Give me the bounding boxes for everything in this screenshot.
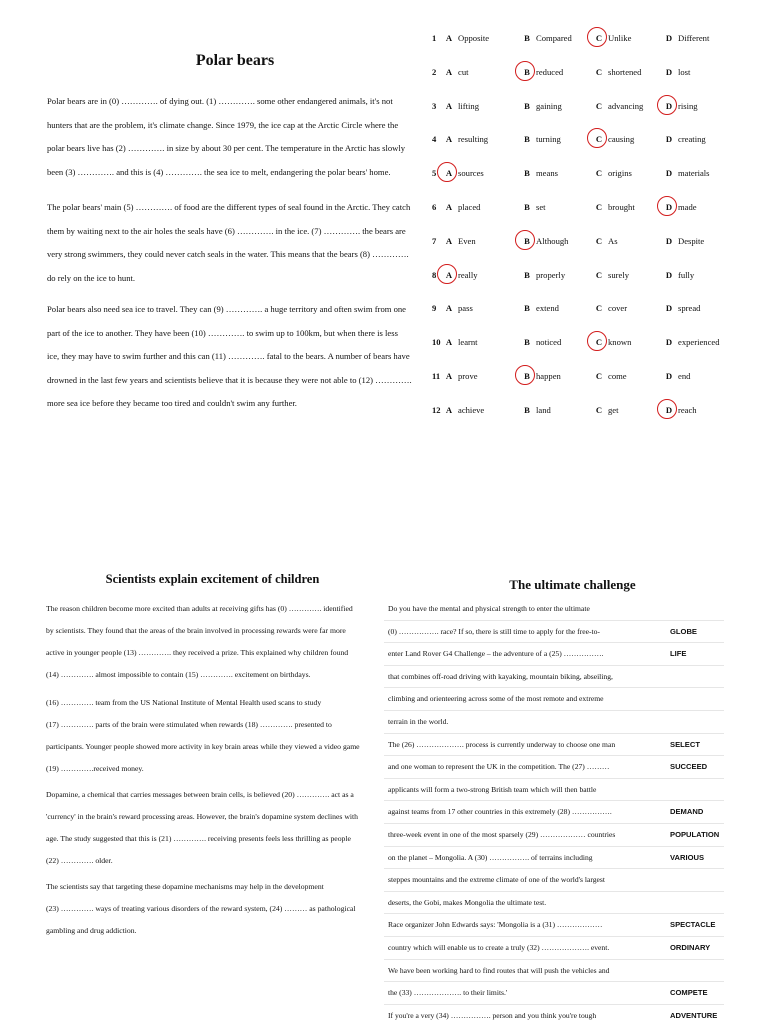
option-word: brought — [608, 202, 635, 212]
option-letter: D — [665, 269, 673, 280]
option-d[interactable] — [662, 101, 698, 111]
polar-paragraph-2 — [47, 196, 422, 290]
word-formation-table — [384, 598, 724, 1026]
option-c[interactable] — [592, 236, 618, 246]
option-word: Despite — [678, 235, 705, 246]
option-b[interactable] — [520, 405, 551, 415]
option-letter: A — [445, 66, 453, 77]
option-letter: C — [595, 202, 603, 212]
answer-circle-icon — [657, 95, 677, 115]
answer-circle-icon — [515, 230, 535, 250]
option-letter: D — [665, 134, 673, 145]
option-b[interactable] — [520, 371, 561, 381]
answer-circle-icon — [657, 399, 677, 419]
text-line: polar bears live has (2) …………. in size by about 30 per cent. The temperature in the Arctic has slowly — [47, 143, 406, 153]
option-d[interactable] — [662, 236, 704, 246]
option-word: advancing — [608, 100, 644, 111]
row-text: that combines off-road driving with kayaking, mountain biking, abseiling, — [388, 671, 613, 681]
polar-paragraph-1 — [47, 90, 422, 184]
table-row — [384, 936, 724, 959]
option-word: means — [536, 168, 558, 179]
option-b[interactable] — [520, 33, 572, 43]
answer-circle-icon — [437, 162, 457, 182]
option-letter: B — [520, 67, 534, 77]
row-text: deserts, the Gobi, makes Mongolia the ultimate test. — [388, 897, 547, 907]
option-d[interactable] — [662, 202, 697, 212]
option-letter: C — [595, 404, 603, 415]
option-word: properly — [536, 269, 566, 280]
option-a[interactable] — [442, 337, 478, 347]
key-word: GLOBE — [670, 626, 698, 636]
option-letter: B — [524, 134, 530, 145]
option-c[interactable] — [592, 67, 641, 77]
option-word: creating — [678, 134, 706, 145]
answer-circle-icon — [515, 61, 535, 81]
option-letter: C — [592, 134, 606, 144]
mcq-row — [432, 270, 762, 294]
text-line: drowned in the last few years and scientists believe that it is because they were not able to (12) …………. — [47, 374, 412, 385]
question-number: 1 — [432, 33, 437, 43]
option-word: lifting — [458, 100, 480, 111]
option-word: happen — [536, 371, 561, 381]
key-word: SPECTACLE — [670, 920, 716, 930]
option-word: spread — [678, 303, 701, 314]
text-line: (17) …………. parts of the brain were stimulated when rewards (18) …………. presented to — [46, 720, 332, 729]
option-letter: A — [445, 404, 453, 415]
text-line: (23) …………. ways of treating various disorders of the reward system, (24) ……… as pathological — [46, 904, 356, 913]
option-letter: B — [520, 371, 534, 381]
option-word: materials — [678, 168, 710, 179]
option-word: gaining — [536, 100, 562, 111]
table-row — [384, 710, 724, 733]
text-line: active in younger people (13) …………. they received a prize. This explained why children found — [46, 648, 349, 657]
text-line: Dopamine, a chemical that carries messages between brain cells, is believed (20) …………. act as a — [46, 790, 354, 799]
text-line: been (3) …………. and this is (4) …………. the sea ice to melt, endangering the polar bears' home. — [47, 166, 391, 177]
option-word: made — [678, 202, 697, 212]
option-letter: A — [445, 303, 453, 314]
option-d[interactable] — [662, 337, 720, 347]
option-a[interactable] — [442, 168, 484, 178]
option-b[interactable] — [520, 236, 568, 246]
option-b[interactable] — [520, 202, 546, 212]
option-a[interactable] — [442, 33, 489, 43]
row-text: climbing and orienteering across some of the most remote and extreme — [388, 694, 604, 704]
option-word: As — [608, 235, 618, 246]
text-line: age. The study suggested that this is (21) …………. receiving presents feels less thrilling as people — [46, 834, 351, 843]
option-d[interactable] — [662, 33, 709, 43]
row-text: (0) ……………. race? If so, there is still time to apply for the free-to- — [388, 626, 600, 636]
row-text: the (33) ………………. to their limits.' — [388, 988, 508, 998]
option-word: noticed — [536, 337, 562, 348]
table-row — [384, 755, 724, 778]
row-text: applicants will form a two-strong British team which will then battle — [388, 784, 597, 794]
option-letter: C — [595, 168, 603, 179]
option-word: turning — [536, 134, 561, 145]
question-number: 6 — [432, 202, 437, 212]
text-line: very strong swimmers, they could never catch seals in the water. This means that the bears (8) …………. — [47, 249, 409, 259]
option-letter: D — [665, 337, 673, 348]
mcq-row — [432, 303, 762, 327]
option-c[interactable] — [592, 303, 627, 313]
text-line: The reason children become more excited than adults at receiving gifts has (0) …………. identified — [46, 604, 353, 613]
option-word: prove — [458, 371, 478, 381]
option-letter: D — [665, 303, 673, 314]
table-row — [384, 823, 724, 846]
option-letter: D — [662, 202, 676, 212]
question-number: 8 — [432, 269, 437, 280]
option-word: Even — [458, 235, 476, 246]
option-letter: A — [442, 168, 456, 178]
option-word: fully — [678, 269, 695, 280]
option-word: Although — [536, 235, 569, 246]
mcq-row — [432, 33, 762, 57]
scientists-article — [46, 598, 376, 942]
option-letter: A — [445, 134, 453, 145]
option-word: placed — [458, 202, 481, 212]
option-c[interactable] — [592, 134, 634, 144]
key-word: VARIOUS — [670, 852, 705, 862]
option-word: end — [678, 371, 691, 381]
table-row — [384, 913, 724, 936]
option-letter: A — [445, 202, 453, 212]
option-word: reduced — [536, 66, 564, 77]
mcq-row — [432, 67, 762, 91]
option-b[interactable] — [520, 337, 561, 347]
row-text: three-week event in one of the most sparsely (29) ……………… countries — [388, 829, 616, 839]
option-letter: A — [445, 33, 453, 43]
option-letter: A — [445, 235, 453, 246]
key-word: DEMAND — [670, 807, 704, 817]
row-text: The (26) ………………. process is currently underway to choose one man — [388, 739, 616, 749]
answer-circle-icon — [437, 264, 457, 284]
mcq-row — [432, 236, 762, 260]
table-row — [384, 778, 724, 801]
text-line: do rely on the ice to hunt. — [47, 272, 136, 283]
option-d[interactable] — [662, 405, 697, 415]
row-text: and one woman to represent the UK in the competition. The (27) ……… — [388, 762, 610, 772]
option-letter: C — [595, 303, 603, 314]
option-b[interactable] — [520, 134, 561, 144]
option-b[interactable] — [520, 101, 562, 111]
option-word: really — [458, 269, 478, 280]
option-letter: B — [524, 168, 530, 179]
option-a[interactable] — [442, 371, 478, 381]
option-c[interactable] — [592, 101, 643, 111]
challenge-title: The ultimate challenge — [509, 577, 636, 592]
option-word: pass — [458, 303, 473, 314]
option-letter: A — [442, 270, 456, 280]
option-a[interactable] — [442, 67, 469, 77]
option-letter: C — [595, 100, 603, 111]
table-row — [384, 733, 724, 756]
option-letter: D — [665, 371, 673, 381]
option-c[interactable] — [592, 270, 629, 280]
option-word: achieve — [458, 404, 485, 415]
option-letter: D — [665, 235, 673, 246]
key-word: POPULATION — [670, 829, 720, 839]
option-c[interactable] — [592, 168, 632, 178]
option-c[interactable] — [592, 33, 631, 43]
option-letter: D — [665, 168, 673, 179]
text-line: (22) …………. older. — [46, 856, 113, 865]
option-letter: C — [595, 66, 603, 77]
table-row — [384, 687, 724, 710]
option-word: come — [608, 371, 627, 381]
key-word: SELECT — [670, 739, 700, 749]
option-word: Unlike — [608, 33, 632, 43]
question-number: 11 — [432, 371, 441, 381]
question-number: 10 — [432, 337, 441, 348]
option-letter: B — [520, 236, 534, 246]
option-word: Different — [678, 33, 710, 43]
option-word: reach — [678, 404, 697, 415]
option-d[interactable] — [662, 303, 700, 313]
option-word: get — [608, 404, 619, 415]
option-c[interactable] — [592, 337, 631, 347]
option-d[interactable] — [662, 67, 690, 77]
option-letter: B — [524, 100, 530, 111]
option-letter: D — [665, 66, 673, 77]
mcq-row — [432, 202, 762, 226]
text-line: more sea ice before they became too tired and couldn't swim any further. — [47, 398, 297, 408]
option-d[interactable] — [662, 168, 710, 178]
answer-circle-icon — [515, 365, 535, 385]
question-number: 4 — [432, 134, 437, 145]
option-word: rising — [678, 100, 698, 111]
question-number: 12 — [432, 404, 441, 415]
row-text: on the planet – Mongolia. A (30) ……………. of terrains including — [388, 852, 593, 862]
row-text: terrain in the world. — [388, 716, 449, 726]
option-letter: C — [595, 371, 603, 381]
text-line: hunters that are the problem, it's climate change. Since 1979, the ice cap at the Arctic Circle where the — [47, 119, 399, 130]
question-number: 9 — [432, 303, 437, 314]
row-text: Race organizer John Edwards says: 'Mongolia is a (31) ……………… — [388, 920, 603, 930]
option-letter: A — [445, 337, 453, 348]
multiple-choice-answers — [432, 33, 762, 433]
option-a[interactable] — [442, 270, 478, 280]
key-word: ADVENTURE — [670, 1010, 718, 1020]
option-letter: D — [665, 33, 673, 43]
text-line: by scientists. They found that the areas of the brain involved in processing rewards were far more — [46, 626, 346, 635]
table-row — [384, 959, 724, 982]
table-row — [384, 891, 724, 914]
option-word: cut — [458, 66, 469, 77]
option-d[interactable] — [662, 371, 690, 381]
table-row — [384, 665, 724, 688]
option-a[interactable] — [442, 236, 476, 246]
key-word: SUCCEED — [670, 762, 708, 772]
option-a[interactable] — [442, 101, 479, 111]
text-line: (14) …………. almost impossible to contain (15) …………. excitement on birthdays. — [46, 670, 311, 679]
row-text: against teams from 17 other countries in this extremely (28) ……………. — [388, 807, 612, 817]
option-b[interactable] — [520, 303, 559, 313]
row-text: enter Land Rover G4 Challenge – the adventure of a (25) ……………. — [388, 649, 604, 659]
option-word: surely — [608, 269, 630, 280]
option-word: learnt — [458, 337, 478, 348]
text-line: The polar bears' main (5) …………. of food are the different types of seal found in the Arctic. They catch — [47, 202, 411, 212]
row-text: We have been working hard to find routes that will push the vehicles and — [388, 965, 610, 975]
option-word: Opposite — [458, 33, 490, 43]
option-letter: B — [524, 337, 530, 348]
text-line: part of the ice to another. They have been (10) …………. to swim up to 100km, but when there is less — [47, 327, 398, 338]
table-row — [384, 598, 724, 620]
option-letter: B — [524, 33, 530, 43]
option-word: resulting — [458, 134, 489, 145]
option-d[interactable] — [662, 270, 694, 280]
answer-circle-icon — [587, 27, 607, 47]
option-word: experienced — [678, 337, 720, 348]
table-row — [384, 868, 724, 891]
option-word: causing — [608, 134, 635, 145]
key-word: ORDINARY — [670, 942, 711, 952]
option-word: known — [608, 337, 632, 348]
polar-paragraph-3 — [47, 298, 422, 416]
mcq-row — [432, 168, 762, 192]
mcq-row — [432, 134, 762, 158]
option-word: sources — [458, 168, 484, 179]
key-word: LIFE — [670, 649, 687, 659]
mcq-row — [432, 101, 762, 125]
question-number: 3 — [432, 100, 437, 111]
option-word: shortened — [608, 66, 642, 77]
question-number: 7 — [432, 235, 437, 246]
mcq-row — [432, 371, 762, 395]
option-letter: B — [524, 404, 530, 415]
option-word: cover — [608, 303, 628, 314]
option-word: extend — [536, 303, 559, 314]
option-letter: C — [595, 269, 603, 280]
row-text: If you're a very (34) ……………. person and you think you're tough — [388, 1010, 597, 1020]
option-word: set — [536, 202, 546, 212]
question-number: 5 — [432, 168, 437, 179]
option-letter: A — [445, 371, 453, 381]
option-a[interactable] — [442, 202, 480, 212]
option-letter: B — [524, 269, 530, 280]
text-line: The scientists say that targeting these dopamine mechanisms may help in the development — [46, 882, 324, 891]
option-a[interactable] — [442, 134, 488, 144]
mcq-row — [432, 405, 762, 429]
text-line: ice, they may have to swim further and this can (11) …………. fatal to the bears. A number of bears have — [47, 351, 410, 361]
option-word: origins — [608, 168, 632, 179]
option-c[interactable] — [592, 371, 627, 381]
key-word: COMPETE — [670, 988, 708, 998]
table-row — [384, 642, 724, 665]
table-row — [384, 846, 724, 869]
option-letter: B — [524, 303, 530, 314]
option-d[interactable] — [662, 134, 706, 144]
option-letter: C — [592, 33, 606, 43]
option-b[interactable] — [520, 168, 558, 178]
option-a[interactable] — [442, 405, 484, 415]
text-line: Polar bears also need sea ice to travel. They can (9) …………. a huge territory and often swim from one — [47, 304, 406, 314]
text-line: 'currency' in the brain's reward processing areas. However, the brain's dopamine system declines with — [46, 812, 358, 821]
option-c[interactable] — [592, 405, 619, 415]
table-row — [384, 1004, 724, 1026]
mcq-row — [432, 337, 762, 361]
text-line: gambling and drug addiction. — [46, 926, 137, 935]
row-text: steppes mountains and the extreme climate of one of the world's largest — [388, 875, 605, 885]
option-letter: C — [595, 235, 603, 246]
text-line: them by waiting next to the air holes the seals have (6) …………. in the ice. (7) …………. the bears are — [47, 225, 406, 236]
answer-circle-icon — [657, 196, 677, 216]
option-word: Compared — [536, 33, 572, 43]
option-word: lost — [678, 66, 691, 77]
option-a[interactable] — [442, 303, 473, 313]
text-line: (19) ………….received money. — [46, 764, 144, 773]
answer-circle-icon — [587, 128, 607, 148]
option-letter: A — [445, 100, 453, 111]
scientists-title: Scientists explain excitement of children — [105, 572, 320, 586]
option-c[interactable] — [592, 202, 635, 212]
option-letter: B — [524, 202, 530, 212]
polar-title: Polar bears — [195, 52, 275, 69]
question-number: 2 — [432, 66, 437, 77]
table-row — [384, 620, 724, 643]
option-letter: D — [662, 101, 676, 111]
text-line: participants. Younger people showed more activity in key brain areas while they viewed a video game — [46, 742, 360, 751]
option-letter: D — [662, 405, 676, 415]
table-row — [384, 800, 724, 823]
answer-circle-icon — [587, 331, 607, 351]
text-line: Polar bears are in (0) …………. of dying out. (1) …………. some other endangered animals, it's not — [47, 96, 393, 106]
row-text: Do you have the mental and physical strength to enter the ultimate — [388, 604, 590, 613]
row-text: country which will enable us to create a truly (32) ………………. event. — [388, 942, 610, 952]
option-b[interactable] — [520, 67, 563, 77]
option-letter: C — [592, 337, 606, 347]
text-line: (16) …………. team from the US National Institute of Mental Health used scans to study — [46, 698, 322, 707]
option-b[interactable] — [520, 270, 565, 280]
table-row — [384, 981, 724, 1004]
option-word: land — [536, 404, 551, 415]
